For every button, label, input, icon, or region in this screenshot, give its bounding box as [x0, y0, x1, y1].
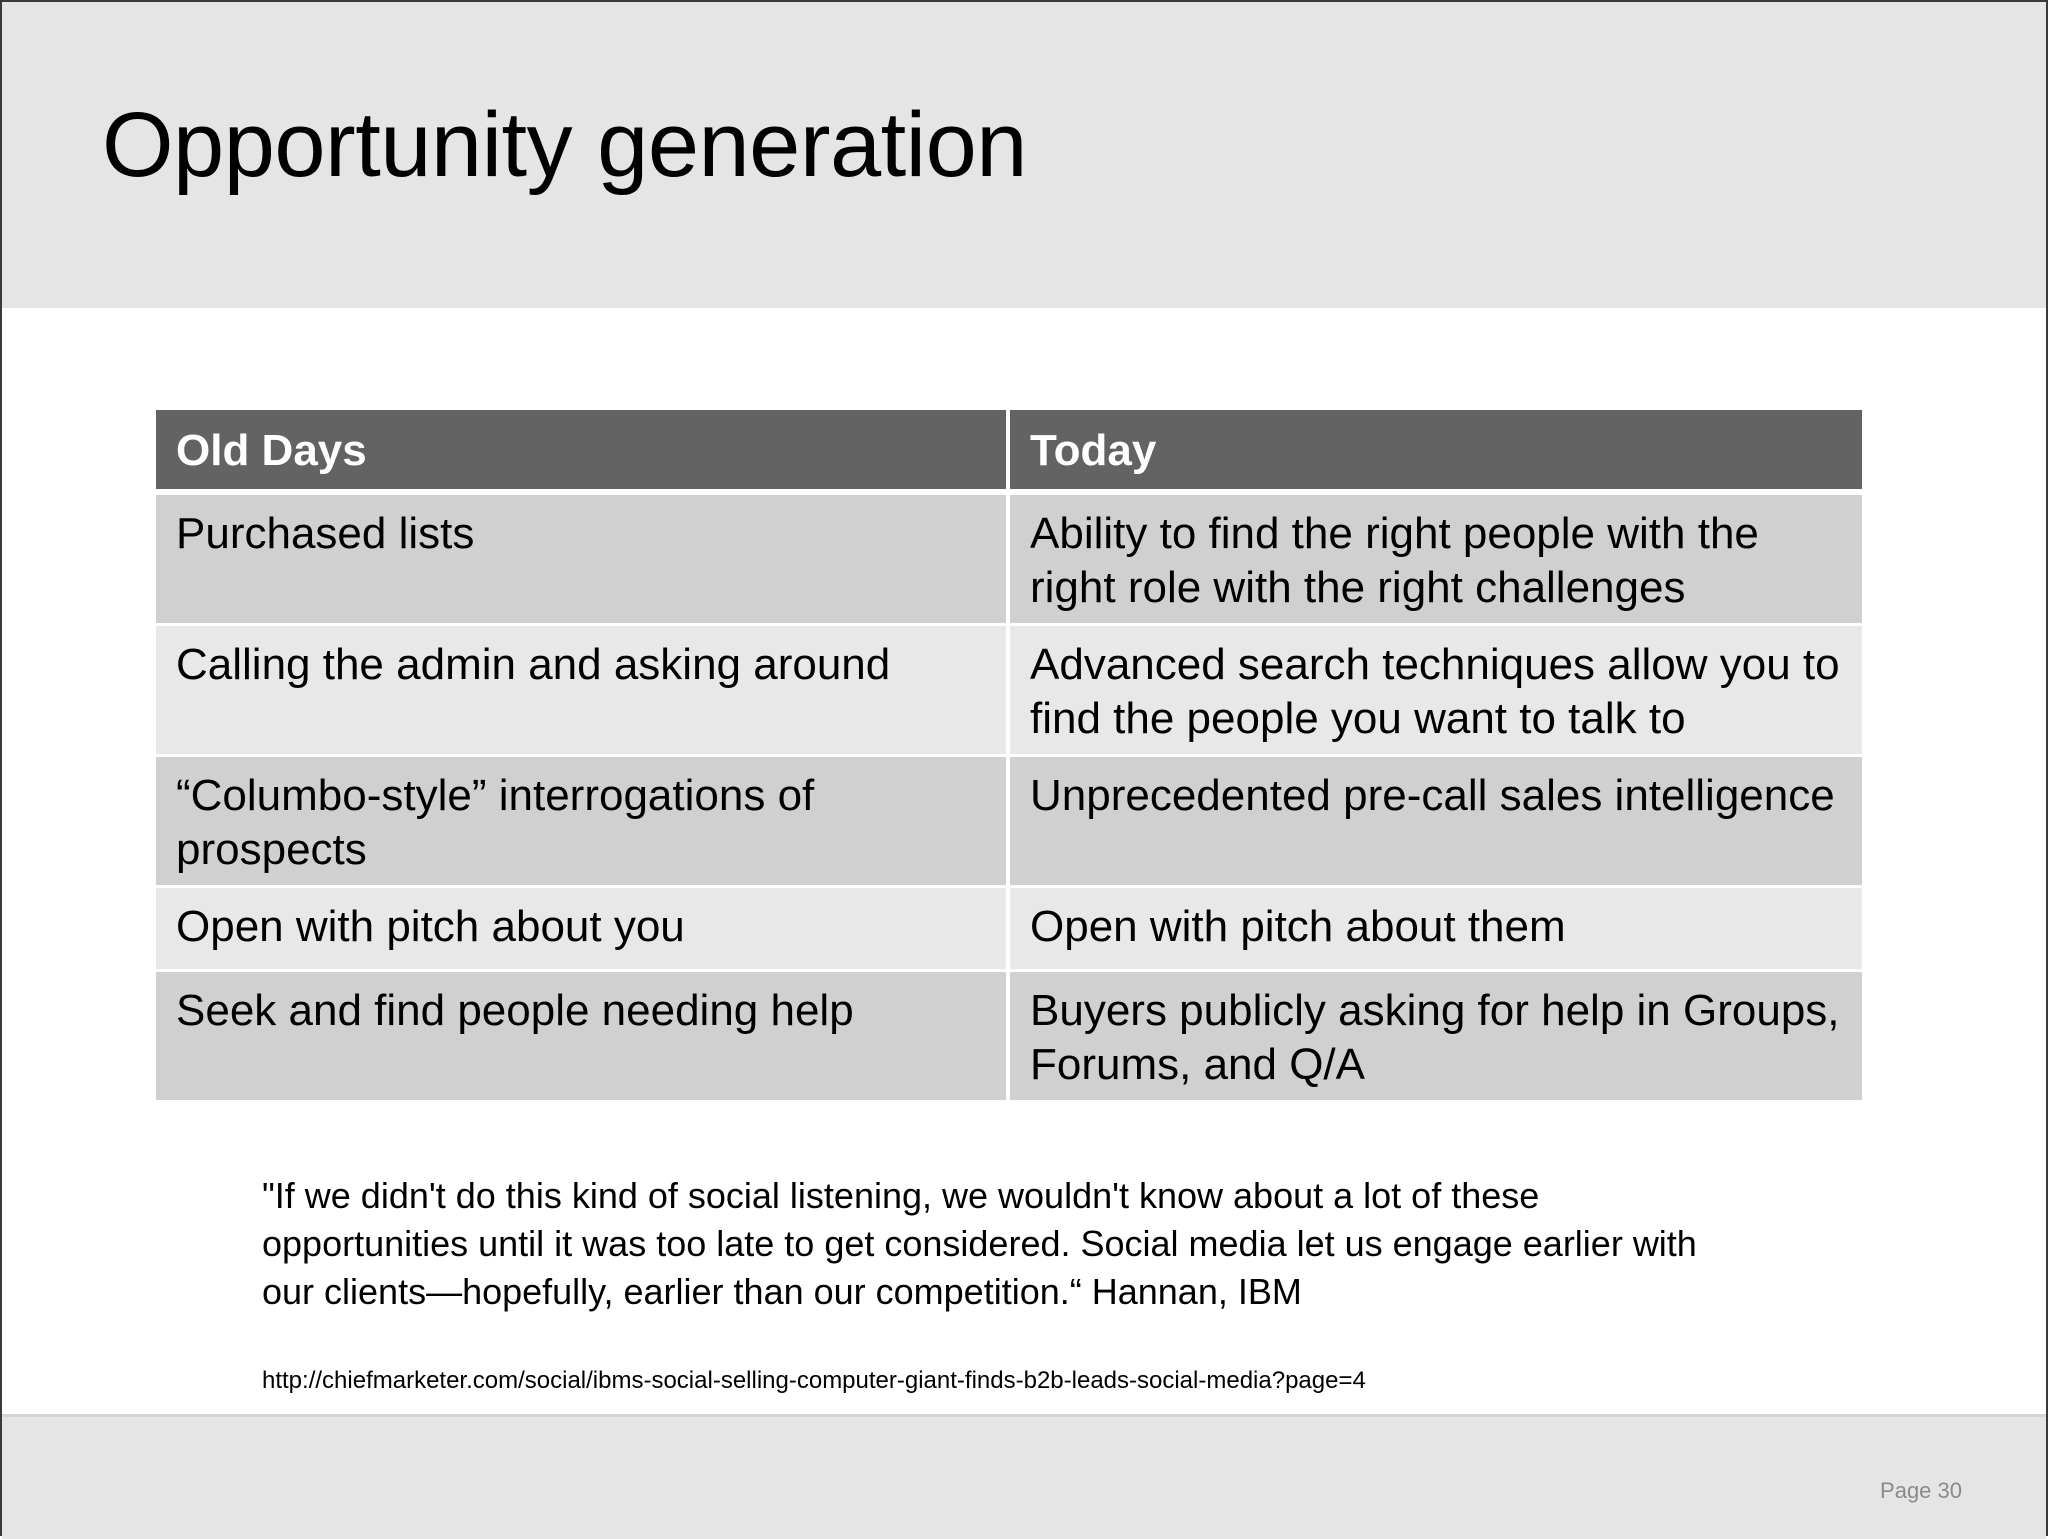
today-cell: Advanced search techniques allow you to find the people you want to talk to — [1008, 625, 1862, 756]
table-row — [156, 971, 1862, 1101]
today-cell: Buyers publicly asking for help in Groups, Forums, and Q/A — [1008, 971, 1862, 1101]
footer-band — [2, 1414, 2046, 1539]
table-row — [156, 492, 1862, 625]
table-row — [156, 887, 1862, 971]
today-cell: Unprecedented pre-call sales intelligence — [1008, 756, 1862, 887]
comparison-table — [156, 410, 1862, 1100]
table-header-row — [156, 410, 1862, 492]
customer-quote: "If we didn't do this kind of social listening, we wouldn't know about a lot of these opportunities until it was too late to get considered. Social media let us engage earlier with our clients—hopefully, earlier than our competition.“ Hannan, IBM — [262, 1175, 1697, 1312]
today-cell: Ability to find the right people with the right role with the right challenges — [1008, 492, 1862, 625]
old-days-cell: Seek and find people needing help — [156, 971, 1008, 1101]
source-link[interactable]: http://chiefmarketer.com/social/ibms-social-selling-computer-giant-finds-b2b-leads-social-media?page=4 — [262, 1367, 1366, 1394]
today-cell: Open with pitch about them — [1008, 887, 1862, 971]
old-days-cell: Open with pitch about you — [156, 887, 1008, 971]
column-header-today: Today — [1008, 410, 1862, 492]
table-row — [156, 756, 1862, 887]
old-days-cell: Calling the admin and asking around — [156, 625, 1008, 756]
old-days-cell: “Columbo-style” interrogations of prospects — [156, 756, 1008, 887]
column-header-old-days: Old Days — [156, 410, 1008, 492]
old-days-cell: Purchased lists — [156, 492, 1008, 625]
slide-title: Opportunity generation — [102, 94, 1027, 196]
table-row — [156, 625, 1862, 756]
page-number: Page 30 — [1880, 1478, 1962, 1503]
